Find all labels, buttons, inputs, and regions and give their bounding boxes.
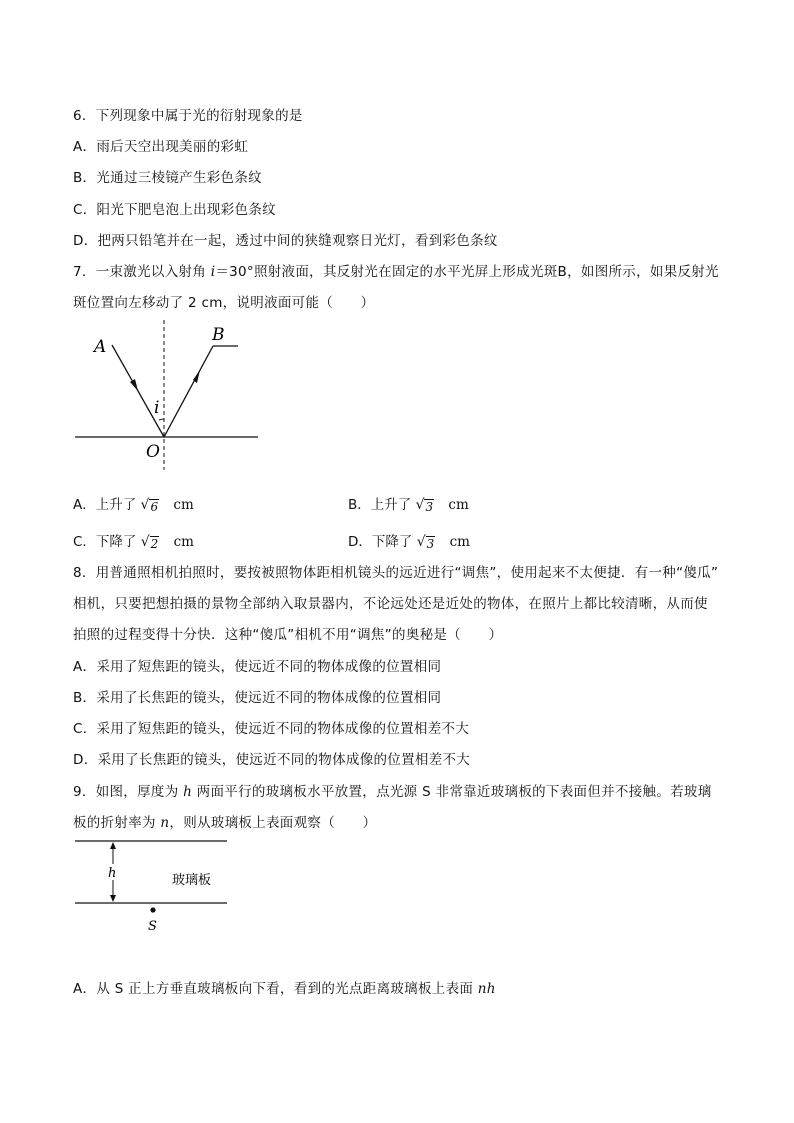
q9-line1-var: h	[183, 784, 193, 800]
q8-option-b: B．采用了长焦距的镜头，使远近不同的物体成像的位置相同	[73, 690, 442, 706]
q7-option-c-prefix: C．下降了	[73, 534, 137, 550]
q7-option-d-prefix: D．下降了	[348, 534, 413, 550]
label-s: S	[148, 919, 157, 934]
label-h: h	[108, 866, 117, 881]
q9-option-a-pre: A．从 S 正上方垂直玻璃板向下看，看到的光点距离玻璃板上表面	[73, 981, 478, 997]
q7-option-d-unit: cm	[449, 534, 470, 550]
q9-glass-plate-diagram	[70, 834, 240, 934]
point-source-s	[150, 907, 155, 912]
q7-stem-post: ＝30°照射液面，其反射光在固定的水平光屏上形成光斑B，如图所示，如果反射光	[215, 264, 719, 280]
q7-option-a-sqrt: √ 6	[140, 497, 159, 514]
q7-option-d	[348, 530, 470, 551]
q8-stem-line1: 8．用普通照相机拍照时，要按被照物体距相机镜头的远近进行“调焦”，使用起来不太便捷．有一种“傻瓜”	[73, 565, 719, 581]
q8-stem-line3: 拍照的过程变得十分快．这种“傻瓜”相机不用“调焦”的奥秘是（ ）	[73, 627, 503, 643]
label-plate: 玻璃板	[172, 873, 212, 888]
q8-option-c: C．采用了短焦距的镜头，使远近不同的物体成像的位置相差不大	[73, 721, 470, 737]
q9-line2-pre: 板的折射率为	[73, 815, 161, 831]
q7-option-a-prefix: A．上升了	[73, 497, 137, 513]
q7-option-a	[73, 493, 194, 514]
q7-stem-pre: 7．一束激光以入射角	[73, 264, 211, 280]
q6-option-c: C．阳光下肥皂泡上出现彩色条纹	[73, 202, 276, 218]
q6-option-a: A．雨后天空出现美丽的彩虹	[73, 139, 249, 155]
q7-option-a-unit: cm	[173, 497, 194, 513]
label-o: O	[146, 442, 160, 462]
q7-option-d-radicand: 3	[426, 537, 435, 551]
q9-line2-post: ，则从玻璃板上表面观察（ ）	[169, 815, 377, 831]
reflected-ray	[164, 346, 213, 437]
q7-option-c-unit: cm	[173, 534, 194, 550]
q7-option-b-prefix: B．上升了	[348, 497, 412, 513]
label-b: B	[212, 325, 225, 345]
q7-option-c	[73, 530, 194, 551]
q6-option-b: B．光通过三棱镜产生彩色条纹	[73, 170, 262, 186]
q8-stem-line2: 相机，只要把想拍摄的景物全部纳入取景器内，不论远处还是近处的物体，在照片上都比较清晰，从而使	[73, 596, 708, 612]
q8-option-d: D．采用了长焦距的镜头，使远近不同的物体成像的位置相差不大	[73, 752, 471, 768]
thickness-arrow-top	[110, 842, 116, 849]
q7-option-a-radicand: 6	[150, 500, 159, 514]
q9-option-a	[73, 977, 496, 997]
q7-stem-line2: 斑位置向左移动了 2 cm，说明液面可能（ ）	[73, 295, 375, 311]
q9-option-a-var: nh	[477, 981, 496, 997]
label-i: i	[154, 398, 160, 418]
q7-option-c-sqrt: √ 2	[140, 534, 159, 551]
q9-stem-line1	[73, 780, 712, 800]
q7-option-d-sqrt: √ 3	[416, 534, 435, 551]
q7-stem-var: i	[210, 264, 216, 280]
q9-line1-post: 两面平行的玻璃板水平放置，点光源 S 非常靠近玻璃板的下表面但并不接触。若玻璃	[192, 784, 712, 800]
q9-stem-line2	[73, 811, 376, 831]
angle-arc	[159, 419, 164, 420]
q9-line1-pre: 9．如图，厚度为	[73, 784, 184, 800]
incident-ray-arrow	[130, 379, 138, 391]
q7-reflection-diagram	[70, 320, 270, 470]
thickness-arrow-bottom	[110, 895, 116, 902]
label-a: A	[94, 337, 107, 357]
q7-stem-line1	[73, 260, 719, 280]
q9-line2-var: n	[160, 815, 170, 831]
q6-stem: 6．下列现象中属于光的衍射现象的是	[73, 108, 303, 124]
q7-option-b	[348, 493, 469, 514]
q7-option-b-sqrt: √ 3	[415, 497, 434, 514]
q8-option-a: A．采用了短焦距的镜头，使远近不同的物体成像的位置相同	[73, 659, 442, 675]
q7-option-b-radicand: 3	[425, 500, 434, 514]
q7-option-b-unit: cm	[448, 497, 469, 513]
q6-option-d: D．把两只铅笔并在一起，透过中间的狭缝观察日光灯，看到彩色条纹	[73, 233, 498, 249]
q7-option-c-radicand: 2	[150, 537, 159, 551]
